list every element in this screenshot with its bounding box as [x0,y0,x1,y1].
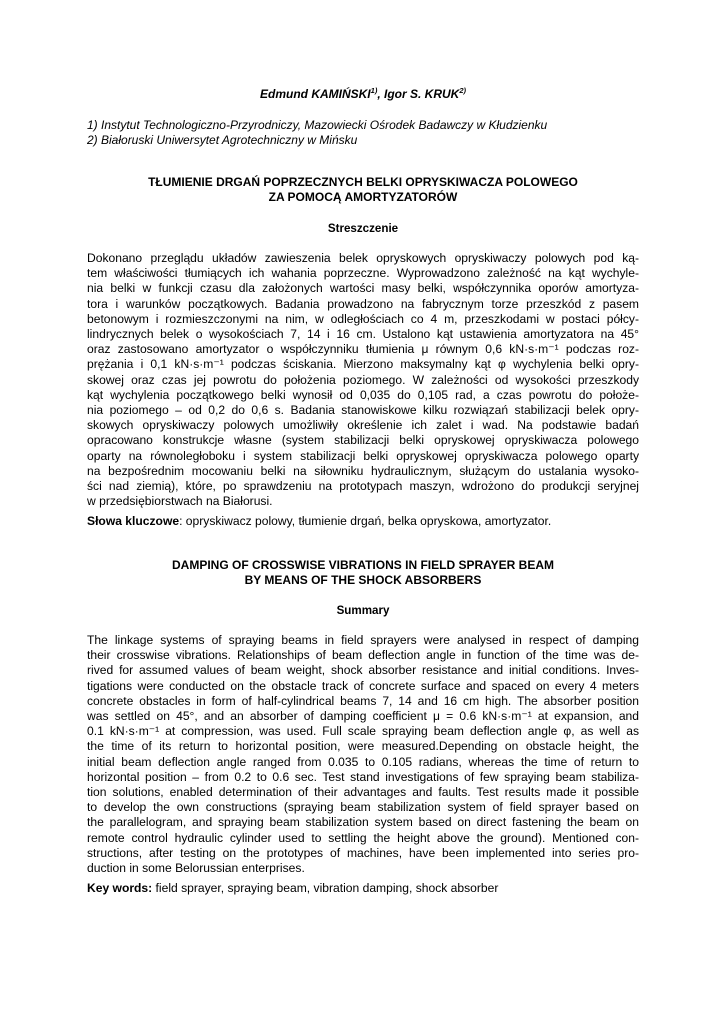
english-title-line-1: DAMPING OF CROSSWISE VIBRATIONS IN FIELD SPRAYER BEAM [171,558,555,572]
author-separator: , [377,87,384,101]
author-2-affiliation-mark: 2) [459,86,467,95]
affiliation-2: 2) Białoruski Uniwersytet Agrotechniczny w Mińsku [87,133,358,147]
english-summary-line: The linkage systems of spraying beams in field sprayers were analysed in respect of damping [87,633,639,647]
polish-abstract-line: kąt wychylenia początkowego belki wynosił od 0,035 do 0,105 rad, a czas powrotu do położe- [87,387,639,402]
paper-page [87,0,639,1024]
english-summary-line: tigations were conducted on the obstacle track of concrete surface and spaced on every 4 meters [87,678,639,693]
polish-abstract-line: skowych opryskiwaczy polowych umożliwiły określenie ich zalet i wad. Na podstawie badań [87,418,639,433]
english-summary-line: remote control hydraulic cylinder used to settling the height above the ground). Mentioned con- [87,830,639,845]
polish-abstract-line: na bezpośrednim mocowaniu belki na siłowniku hydraulicznym, służącym do ustalania wysoko- [87,463,639,478]
polish-keywords-label: Słowa kluczowe [87,514,180,528]
english-summary-line: the time of its return to horizontal position, were measured.Depending on obstacle height, the [87,739,639,754]
author-1-affiliation-mark: 1) [370,86,378,95]
english-summary-line: tion solutions, enabled determination of their advantages and faults. Test results made it possible [87,785,639,800]
polish-abstract-line: betonowym i rozmieszczonymi na nim, w odległościach co 4 m, przeszkodami w postaci półcy- [87,311,639,326]
author-1: Edmund KAMIŃSKI [259,87,371,101]
polish-abstract-line: tem właściwości tłumiących ich wahania poprzeczne. Wyprowadzono zależność na kąt wychyle- [87,266,639,281]
polish-abstract-heading: Streszczenie [327,222,399,235]
polish-abstract-line: skowej oraz czas jej powrotu do położenia poziomego. W zależności od wysokości przeszkody [87,372,639,387]
authors [87,86,639,102]
polish-title [87,175,639,205]
polish-abstract-line: tora i warunków początkowych. Badania prowadzono na fabrycznym torze przeszkód z pasem [87,296,639,311]
english-summary-line: structions, after testing on the prototypes of machines, have been implemented into series pro- [87,845,639,860]
polish-abstract-line: opracowano konstrukcje własne (system stabilizacji belki opryskowej opryskiwacza polowego [87,433,639,448]
polish-keywords [87,514,639,529]
author-2: Igor S. KRUK [384,87,460,101]
polish-abstract-line: oparty na równoległoboku i system stabilizacji belki opryskowej opryskiwacza polowego oparty [87,448,639,463]
english-keywords-label: Key words: [87,881,153,895]
english-keywords [87,881,639,896]
polish-keywords-text: : opryskiwacz polowy, tłumienie drgań, belka opryskowa, amortyzator. [179,514,552,528]
english-title-line-2: BY MEANS OF THE SHOCK ABSORBERS [244,573,482,587]
polish-abstract-line: nia belki w funkcji czasu dla założonych wartości masy belki, współczynnika oporów amortyza- [87,281,639,296]
polish-abstract-line: oraz zastosowano amortyzator o współczynniku tłumienia μ równym 0,6 kN·s·m⁻¹ podczas roz- [87,342,639,357]
polish-title-line-1: TŁUMIENIE DRGAŃ POPRZECZNYCH BELKI OPRYSKIWACZA POLOWEGO [148,175,578,189]
polish-abstract-line: prężania i 0,1 kN·s·m⁻¹ podczas ściskania. Mierzono maksymalny kąt φ wychylenia belki opry- [87,357,639,372]
affiliation-1: 1) Instytut Technologiczno-Przyrodniczy, Mazowiecki Ośrodek Badawczy w Kłudzienku [87,118,548,132]
polish-abstract [87,251,639,509]
english-summary-line: initial beam deflection angle ranged from 0.035 to 0.105 radians, whereas the time of return to [87,754,639,769]
english-summary-line: the parallelogram, and spraying beam stabilization system based on direct fastening the beam on [87,815,639,830]
polish-abstract-line: Dokonano przeglądu układów zawieszenia belek opryskowych opryskiwaczy polowych pod ką- [87,251,639,265]
polish-abstract-line: ści nad ziemią), które, po sprawdzeniu na prototypach maszyn, wdrożono do produkcji seryjnej [87,479,639,494]
english-summary-line: their crosswise vibrations. Relationships of beam deflection angle in function of the time was de- [87,648,639,663]
polish-abstract-line: nia poziomego – od 0,2 do 0,6 s. Badania stanowiskowe kilku rozwiązań stabilizacji belek opry- [87,403,639,418]
english-summary-line: horizontal position – from 0.2 to 0.6 sec. Test stand investigations of few spraying beam stabiliza- [87,769,639,784]
english-keywords-text: field sprayer, spraying beam, vibration damping, shock absorber [152,881,499,895]
english-title [87,558,639,588]
polish-abstract-line: w przedsiębiorstwach na Białorusi. [87,494,273,509]
polish-title-line-2: ZA POMOCĄ AMORTYZATORÓW [268,190,458,204]
english-summary-line: duction in some Belorussian enterprises. [87,861,305,876]
polish-abstract-line: lindrycznych belek o wysokościach 7, 14 i 16 cm. Ustalono kąt ustawienia amortyzatora na 45° [87,327,639,342]
english-summary-heading: Summary [336,604,390,617]
english-summary-line: concrete obstacles in form of half-cylindrical beams 7, 14 and 16 cm high. The absorber position [87,693,639,708]
english-summary [87,633,639,876]
english-summary-line: to develop the own constructions (spraying beam stabilization system of field sprayer based on [87,800,639,815]
english-summary-line: was settled on 45°, and an absorber of damping coefficient μ = 0.6 kN·s·m⁻¹ at expansion, and [87,709,639,724]
english-summary-line: rived for assumed values of beam weight, shock absorber resistance and initial conditions. Inves- [87,663,639,678]
english-summary-line: 0.1 kN·s·m⁻¹ at compression, was used. Full scale spraying beam deflection angle φ, as well as [87,724,639,739]
